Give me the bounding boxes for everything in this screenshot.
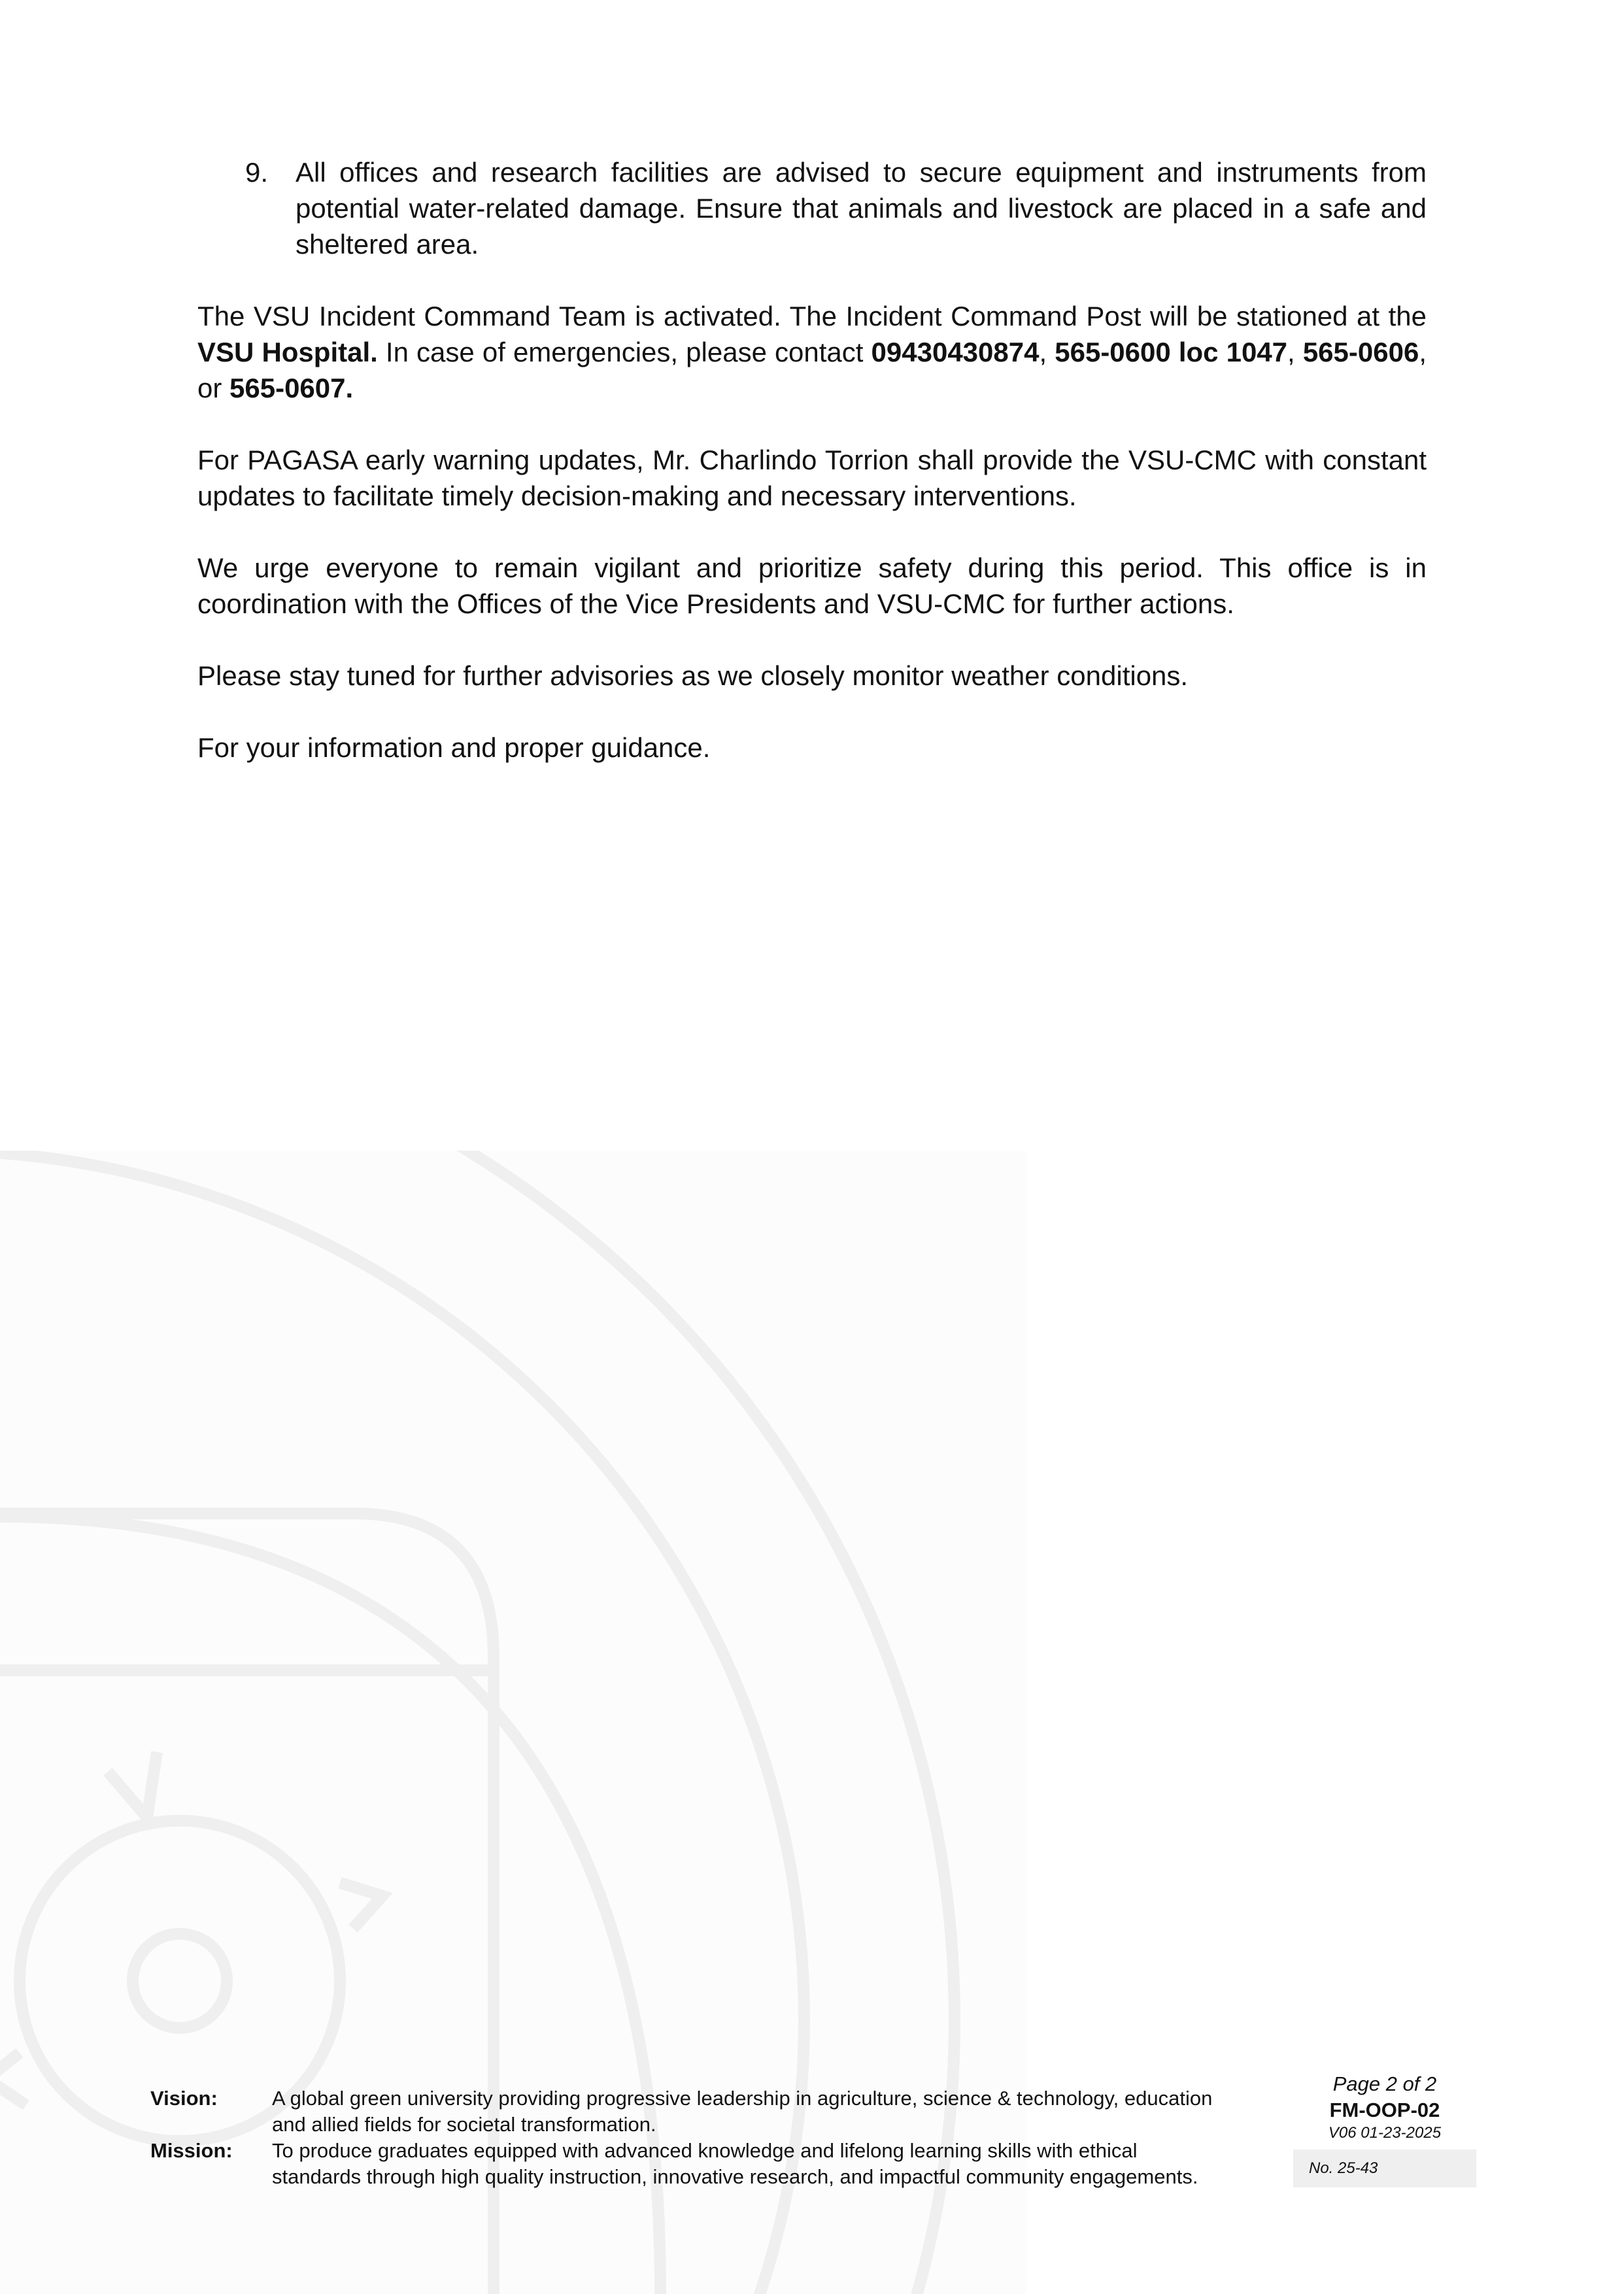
list-item	[197, 154, 1427, 262]
emergency-phone-4: 565-0607.	[229, 373, 354, 403]
vision-label: Vision:	[150, 2087, 218, 2110]
document-number: No. 25-43	[1293, 2150, 1476, 2187]
incident-command-paragraph	[197, 298, 1427, 406]
command-text-2: In case of emergencies, please contact	[377, 337, 871, 367]
list-item-text: All offices and research facilities are advised to secure equipment and instruments from potential water-related damage. Ensure that animals and livestock are placed in a safe and sheltered area.	[296, 157, 1427, 260]
vision-row	[150, 2085, 1223, 2138]
page-footer	[150, 2085, 1223, 2190]
list-item-number: 9.	[245, 157, 269, 188]
emergency-phone-3: 565-0606	[1302, 337, 1419, 367]
page-number: Page 2 of 2	[1332, 2072, 1437, 2095]
form-version: V06 01-23-2025	[1328, 2124, 1442, 2142]
stay-tuned-paragraph: Please stay tuned for further advisories as we closely monitor weather conditions.	[197, 660, 1189, 691]
command-post-location: VSU Hospital.	[197, 337, 378, 367]
vision-text: A global green university providing progressive leadership in agriculture, science & technology, education and allied fields for societal transformation.	[272, 2087, 1213, 2136]
emergency-phone-2: 565-0600 loc 1047	[1055, 337, 1288, 367]
phone-separator-2: ,	[1287, 337, 1303, 367]
emergency-phone-1: 09430430874	[871, 337, 1040, 367]
document-body	[197, 154, 1427, 766]
phone-separator-3: , or	[197, 337, 1427, 403]
pagasa-paragraph: For PAGASA early warning updates, Mr. Charlindo Torrion shall provide the VSU-CMC with constant updates to facilitate timely decision-making and necessary interventions.	[197, 445, 1427, 511]
closing-paragraph: For your information and proper guidance.	[197, 732, 711, 763]
mission-row	[150, 2138, 1223, 2190]
vigilance-paragraph: We urge everyone to remain vigilant and prioritize safety during this period. This office is in coordination with the Offices of the Vice Presidents and VSU-CMC for further actions.	[197, 552, 1427, 619]
document-meta	[1293, 2071, 1476, 2187]
mission-text: To produce graduates equipped with advanced knowledge and lifelong learning skills with ethical standards through high quality instruction, innovative research, and impactful community engagements.	[272, 2139, 1198, 2188]
form-code: FM-OOP-02	[1329, 2099, 1440, 2121]
phone-separator-1: ,	[1039, 337, 1055, 367]
command-text-1: The VSU Incident Command Team is activated. The Incident Command Post will be stationed at the	[197, 301, 1427, 331]
mission-label: Mission:	[150, 2139, 233, 2162]
